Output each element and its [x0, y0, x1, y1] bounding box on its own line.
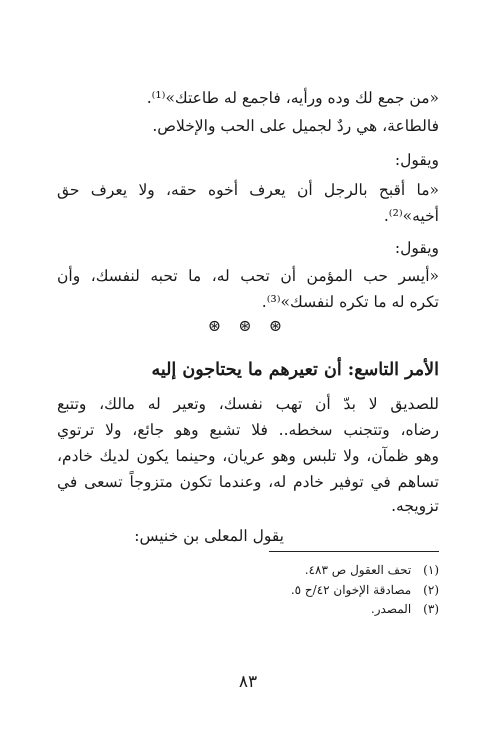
section-line-3: وهو ظمآن، ولا تلبس وهو عريان، وحينما يكون لديك خادم، — [57, 447, 439, 465]
text-line-7: «أيسر حب المؤمن أن تحب له، ما تحبه لنفسك، وأن — [57, 267, 439, 285]
footnote-1 — [57, 562, 439, 578]
text-line-8: تكره له ما تكره لنفسك»⁽³⁾. — [261, 293, 439, 311]
footnote-number: (١) — [423, 563, 439, 577]
page-number: ٨٣ — [238, 672, 258, 692]
footnote-divider — [269, 551, 439, 552]
footnote-number: (٢) — [423, 583, 439, 597]
footnote-text: مصادقة الإخوان ٤٢/ح ٥. — [290, 583, 412, 597]
section-line-2: رضاه، وتتجنب سخطه.. فلا تشبع وهو جائع، ولا ترتوي — [57, 421, 439, 439]
text-line-5: أخيه»⁽²⁾. — [383, 207, 439, 225]
section-line-4: تساهم في توفير خادم له، وعندما تكون متزوجاً تسعى في — [57, 473, 439, 491]
closing-line: يقول المعلى بن خنيس: — [134, 527, 284, 545]
footnote-number: (٣) — [423, 602, 439, 616]
footnote-text: تحف العقول ص ٤٨٣. — [304, 563, 412, 577]
text-line-3: ويقول: — [394, 151, 439, 169]
section-heading: الأمر التاسع: أن تعيرهم ما يحتاجون إليه — [151, 360, 439, 380]
section-separator: ⊛ ⊛ ⊛ — [207, 316, 289, 335]
footnote-3 — [57, 601, 439, 617]
text-line-1: «من جمع لك وده ورأيه، فاجمع له طاعتك»⁽¹⁾. — [146, 89, 439, 107]
text-line-6: ويقول: — [394, 239, 439, 257]
text-line-2: فالطاعة، هي ردٌ لجميل على الحب والإخلاص. — [152, 117, 439, 135]
footnote-text: المصدر. — [370, 602, 412, 616]
section-line-5: تزويجه. — [391, 497, 439, 515]
footnote-2 — [57, 582, 439, 598]
section-line-1: للصديق لا بدّ أن تهب نفسك، وتعير له مالك، وتتبع — [57, 395, 439, 413]
text-line-4: «ما أقبح بالرجل أن يعرف أخوه حقه، ولا يعرف حق — [57, 181, 439, 199]
